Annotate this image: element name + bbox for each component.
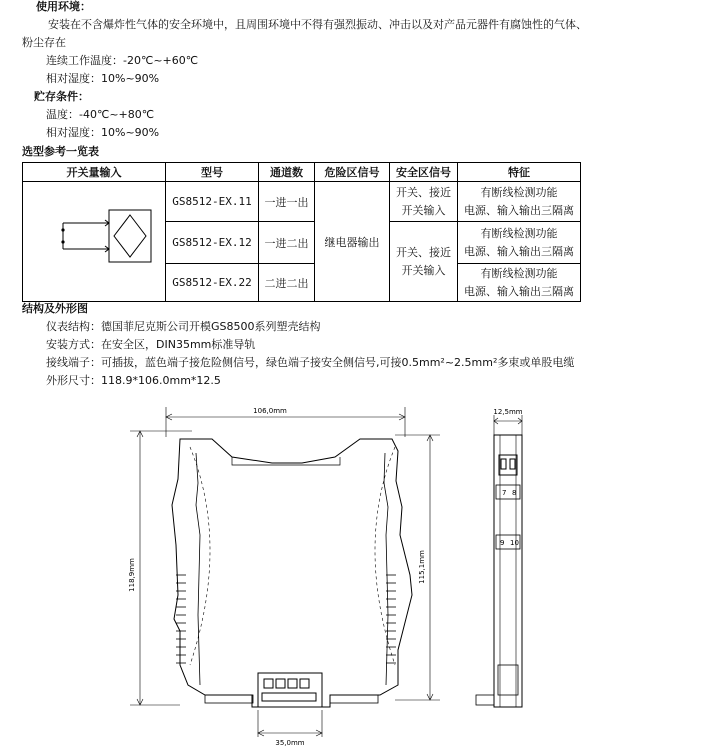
selection-title: 选型参考一览表 bbox=[22, 145, 99, 158]
feature-line: 有断线检测功能 bbox=[480, 226, 558, 240]
feature-cell bbox=[458, 264, 581, 302]
right-height-label: 115,1mm bbox=[418, 550, 426, 584]
structure-mounting: 安装方式：在安全区，DIN35mm标准导轨 bbox=[46, 338, 256, 351]
terminal-7-label: 7 bbox=[502, 489, 507, 497]
contact-dot-top bbox=[61, 228, 64, 231]
channels-cell: 二进二出 bbox=[259, 264, 315, 302]
header-switch-input: 开关量输入 bbox=[23, 163, 166, 182]
feature-cell bbox=[458, 222, 581, 264]
model-cell: GS8512-EX.12 bbox=[166, 222, 259, 264]
safe-signal-cell-2 bbox=[390, 222, 458, 302]
side-width-label: 12,5mm bbox=[493, 408, 523, 416]
bottom-width-label: 35,0mm bbox=[275, 739, 305, 747]
hazard-signal-cell: 继电器输出 bbox=[315, 182, 390, 302]
switch-input-diagram-cell bbox=[23, 182, 166, 302]
channels-cell: 一进二出 bbox=[259, 222, 315, 264]
switch-input-symbol-icon bbox=[23, 182, 165, 298]
environment-temperature: 连续工作温度：-20℃~+60℃ bbox=[46, 54, 199, 67]
structure-dimensions: 外形尺寸：118.9*106.0mm*12.5 bbox=[46, 374, 221, 387]
model-cell: GS8512-EX.22 bbox=[166, 264, 259, 302]
structure-title: 结构及外形图 bbox=[22, 302, 88, 315]
feature-line: 有断线检测功能 bbox=[480, 266, 558, 280]
model-cell: GS8512-EX.11 bbox=[166, 182, 259, 222]
safe-signal-line: 开关、接近 bbox=[396, 245, 451, 259]
width-label: 106,0mm bbox=[253, 407, 287, 415]
left-height-label: 118,9mm bbox=[128, 558, 136, 592]
table-row bbox=[23, 182, 581, 222]
feature-cell bbox=[458, 182, 581, 222]
storage-temperature: 温度：-40℃~+80℃ bbox=[46, 108, 155, 121]
environment-desc-line1: 安装在不含爆炸性气体的安全环境中，且周围环境中不得有强烈振动、冲击以及对产品元器件有腐蚀性的气体、 bbox=[48, 18, 587, 31]
terminal-8-label: 8 bbox=[512, 489, 517, 497]
safe-signal-line: 开关输入 bbox=[401, 263, 446, 277]
contact-dot-bottom bbox=[61, 240, 64, 243]
structure-housing: 仪表结构：德国菲尼克斯公司开模GS8500系列塑壳结构 bbox=[46, 320, 321, 333]
feature-line: 电源、输入输出三隔离 bbox=[464, 203, 574, 217]
header-channels: 通道数 bbox=[259, 163, 315, 182]
header-features: 特征 bbox=[458, 163, 581, 182]
storage-title: 贮存条件： bbox=[34, 90, 89, 103]
feature-line: 有断线检测功能 bbox=[480, 185, 558, 199]
header-model: 型号 bbox=[166, 163, 259, 182]
environment-humidity: 相对湿度：10%~90% bbox=[46, 72, 160, 85]
channels-cell: 一进一出 bbox=[259, 182, 315, 222]
header-hazard-signal: 危险区信号 bbox=[315, 163, 390, 182]
selection-table bbox=[22, 162, 581, 302]
terminal-10-label: 10 bbox=[510, 539, 519, 547]
safe-signal-line: 开关、接近 bbox=[396, 185, 451, 199]
feature-line: 电源、输入输出三隔离 bbox=[464, 284, 574, 298]
storage-humidity: 相对湿度：10%~90% bbox=[46, 126, 160, 139]
terminal-9-label: 9 bbox=[500, 539, 505, 547]
environment-desc-line2: 粉尘存在 bbox=[22, 36, 66, 49]
header-safe-signal: 安全区信号 bbox=[390, 163, 458, 182]
environment-title: 使用环境： bbox=[36, 0, 91, 13]
feature-line: 电源、输入输出三隔离 bbox=[464, 244, 574, 258]
table-header-row bbox=[23, 163, 581, 182]
dimension-drawing bbox=[0, 395, 706, 750]
safe-signal-line: 开关输入 bbox=[401, 203, 446, 217]
structure-terminals: 接线端子：可插拔，蓝色端子接危险侧信号，绿色端子接安全侧信号,可接0.5mm²~2.5mm²多束或单股电缆 bbox=[46, 356, 575, 369]
safe-signal-cell-1 bbox=[390, 182, 458, 222]
